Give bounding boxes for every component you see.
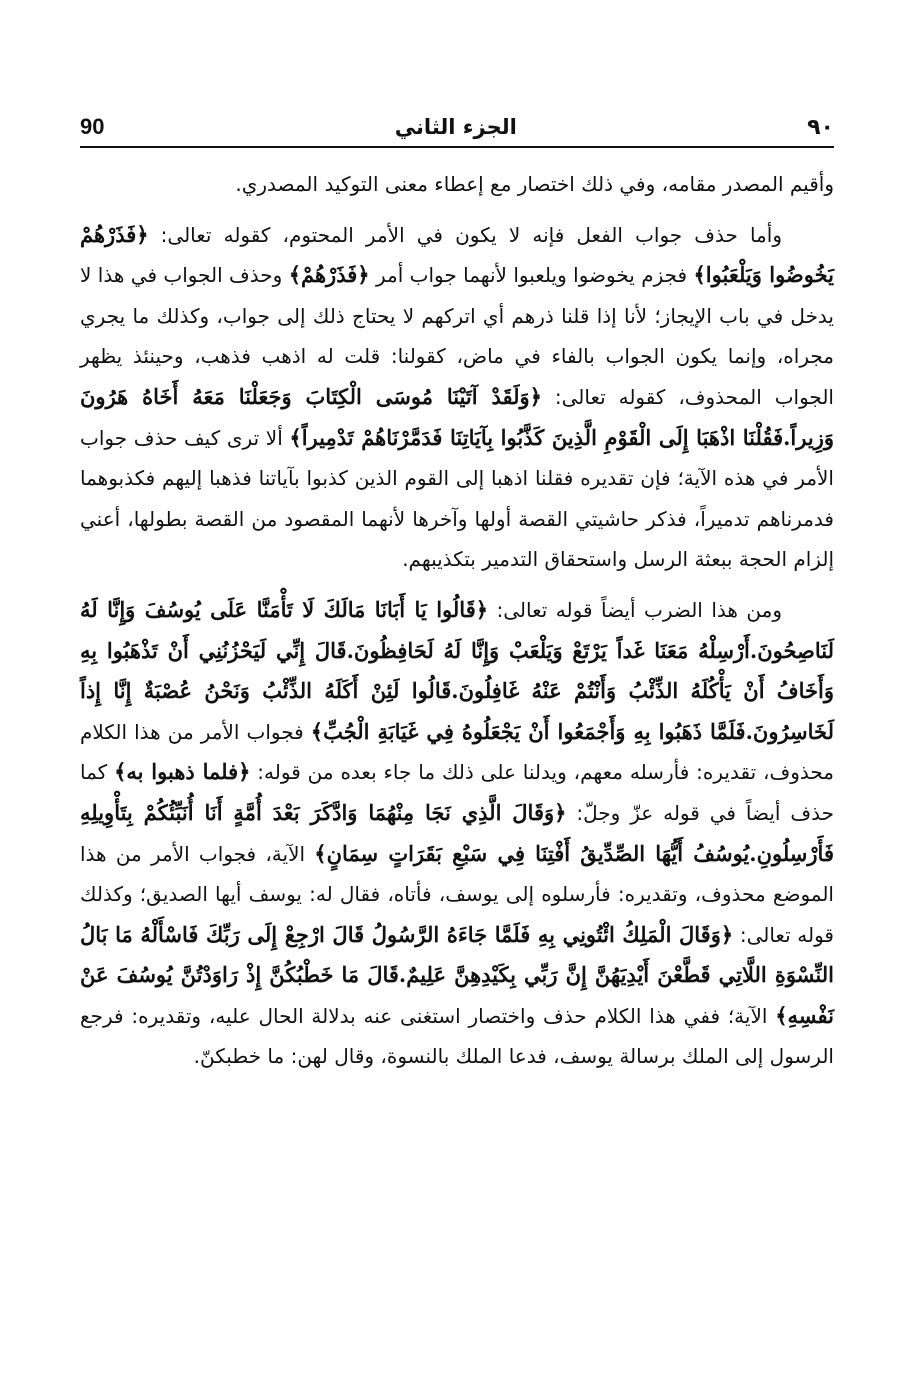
page-header bbox=[80, 112, 834, 148]
running-title: الجزء الثاني bbox=[394, 115, 517, 139]
paragraph-2 bbox=[80, 215, 834, 580]
page-number-latin: 90 bbox=[80, 114, 105, 139]
quran-quote: ﴿فَذَرْهُمْ يَخُوضُوا وَيَلْعَبُوا﴾ bbox=[80, 221, 834, 288]
text-segment: وأقيم المصدر مقامه، وفي ذلك اختصار مع إعطاء معنى التوكيد المصدري. bbox=[235, 172, 834, 196]
text-segment: وأما حذف جواب الفعل فإنه لا يكون في الأمر المحتوم، كقوله تعالى: bbox=[148, 222, 782, 247]
page-number-arabic: ٩٠ bbox=[807, 114, 834, 140]
paragraph-1 bbox=[80, 164, 834, 205]
text-segment: الآية؛ ففي هذا الكلام حذف واختصار استغنى عنه بدلالة الحال عليه، وتقديره: فرجع الرسول إلى الملك برسالة يوسف، فدعا الملك بالنسوة، وقال لهن: ما خطبكنّ. bbox=[80, 1003, 834, 1069]
text-segment: فجزم يخوضوا ويلعبوا لأنهما جواب أمر bbox=[369, 263, 694, 288]
quran-quote: ﴿فَذَرْهُمْ﴾ bbox=[288, 262, 370, 288]
quran-quote: ﴿وَقَالَ الْمَلِكُ ائْتُونِي بِهِ فَلَمَّا جَاءَهُ الرَّسُولُ قَالَ ارْجِعْ إِلَى رَبِّكَ فَاسْأَلْهُ مَا بَالُ النِّسْوَةِ اللَّاتِي قَطَّعْنَ أَيْدِيَهُنَّ إِنَّ رَبِّي بِكَيْدِهِنَّ عَلِيمٌ.قَالَ مَا خَطْبُكُنَّ إِذْ رَاوَدْتُنَّ يُوسُفَ عَنْ نَفْسِهِ﴾ bbox=[80, 921, 834, 1028]
text-segment: ومن هذا الضرب أيضاً قوله تعالى: bbox=[488, 597, 783, 622]
text-segment: الآية، فجواب الأمر من هذا الموضع محذوف، وتقديره: فأرسلوه إلى يوسف، فأتاه، فقال له: يوسف أيها الصديق؛ وكذلك قوله تعالى: bbox=[80, 841, 834, 947]
text-segment: كما حذف أيضاً في قوله عزّ وجلّ: bbox=[80, 760, 834, 825]
text-segment: وحذف الجواب في هذا لا يدخل في باب الإيجاز؛ لأنا إذا قلنا ذرهم أي اتركهم لا يحتاج ذلك إلى جواب، وكذلك ما يجري مجراه، وإنما يكون الجواب بالفاء في ماض، كقولنا: قلت له اذهب فذهب، وحينئذ يظهر الجواب المحذوف، كقوله تعالى: bbox=[80, 263, 834, 409]
text-segment: ألا ترى كيف حذف جواب الأمر في هذه الآية؛ فإن تقديره فقلنا اذهبا إلى القوم الذين كذبوا بآياتنا فذهبا إليهم فكذبوهما فدمرناهم تدميراً، فذكر حاشيتي القصة أولها وآخرها لأنهما المقصود من القصة بطولها، أعني إلزام الحجة ببعثة الرسل واستحقاق التدمير بتكذيبهم. bbox=[80, 425, 834, 572]
quran-quote: ﴿وَقَالَ الَّذِي نَجَا مِنْهُمَا وَادَّكَرَ بَعْدَ أُمَّةٍ أَنَا أُنَبِّئُكُمْ بِتَأْوِيلِهِ فَأَرْسِلُونِ.يُوسُفُ أَيُّهَا الصِّدِّيقُ أَفْتِنَا فِي سَبْعِ بَقَرَاتٍ سِمَانٍ﴾ bbox=[80, 799, 834, 866]
body-text bbox=[80, 164, 834, 1077]
quran-quote: ﴿فلما ذهبوا به﴾ bbox=[114, 759, 251, 785]
quran-quote: ﴿قَالُوا يَا أَبَانَا مَالَكَ لَا تَأْمَنَّا عَلَى يُوسُفَ وَإِنَّا لَهُ لَنَاصِحُونَ.أَرْسِلْهُ مَعَنَا غَداً يَرْتَعْ وَيَلْعَبْ وَإِنَّا لَهُ لَحَافِظُونَ.قَالَ إِنِّي لَيَحْزُنُنِي أَنْ تَذْهَبُوا بِهِ وَأَخَافُ أَنْ يَأْكُلَهُ الذِّئْبُ وَأَنْتُمْ عَنْهُ غَافِلُونَ.قَالُوا لَئِنْ أَكَلَهُ الذِّئْبُ وَنَحْنُ عُصْبَةٌ إِنَّا إِذاً لَخَاسِرُونَ.فَلَمَّا ذَهَبُوا بِهِ وَأَجْمَعُوا أَنْ يَجْعَلُوهُ فِي غَيَابَةِ الْجُبِّ﴾ bbox=[80, 596, 834, 744]
paragraph-3 bbox=[80, 590, 834, 1077]
quran-quote: ﴿وَلَقَدْ آتَيْنَا مُوسَى الْكِتَابَ وَجَعَلْنَا مَعَهُ أَخَاهُ هَرُونَ وَزِيراً.فَقُلْنَا اذْهَبَا إِلَى الْقَوْمِ الَّذِينَ كَذَّبُوا بِآيَاتِنَا فَدَمَّرْنَاهُمْ تَدْمِيراً﴾ bbox=[80, 383, 834, 450]
text-segment: فجواب الأمر من هذا الكلام محذوف، تقديره: فأرسله معهم، ويدلنا على ذلك ما جاء بعده من قوله: bbox=[80, 719, 834, 785]
